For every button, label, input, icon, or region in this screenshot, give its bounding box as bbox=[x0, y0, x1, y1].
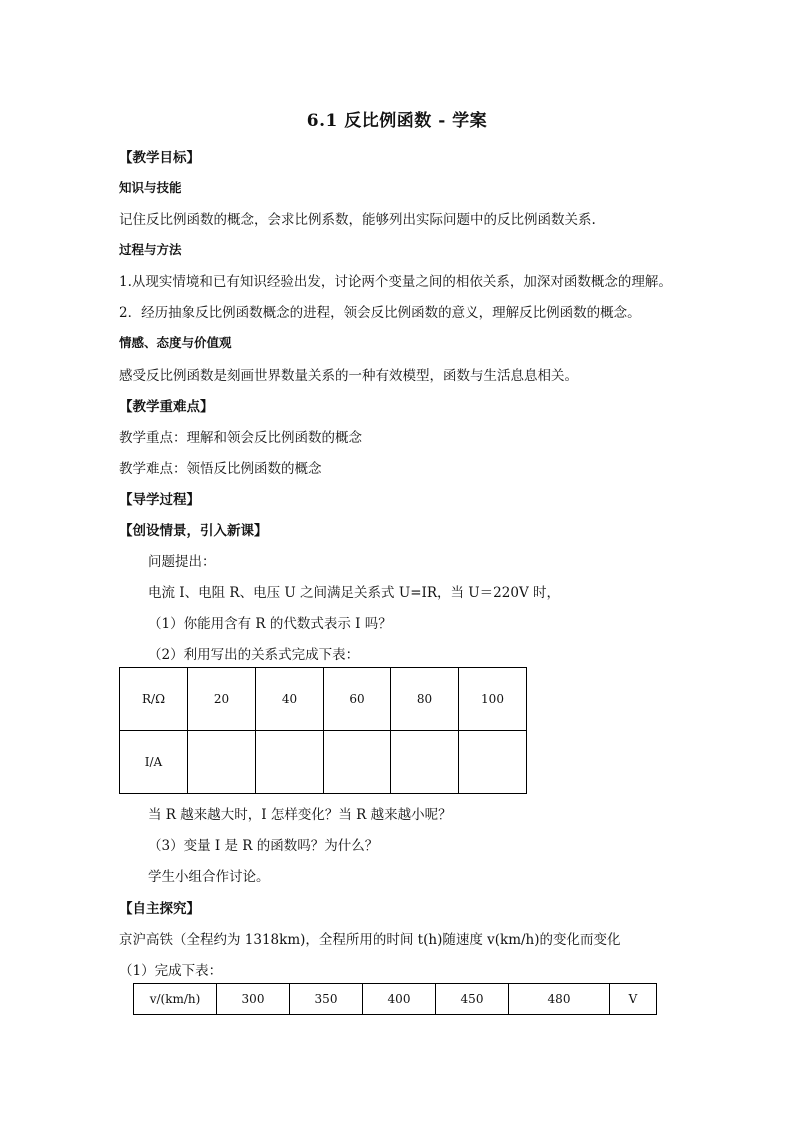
table-cell: 20 bbox=[188, 668, 256, 731]
section-heading-process: 【导学过程】 bbox=[119, 492, 200, 508]
table-cell: 400 bbox=[363, 984, 436, 1015]
table-cell bbox=[459, 731, 527, 794]
table-cell: V bbox=[610, 984, 657, 1015]
section-heading-explore: 【自主探究】 bbox=[119, 901, 200, 917]
question-trend: 当 R 越来越大时，I 怎样变化？当 R 越来越小呢？ bbox=[148, 807, 452, 823]
table-cell bbox=[256, 731, 324, 794]
table-row bbox=[120, 668, 527, 731]
section-heading-scenario: 【创设情景，引入新课】 bbox=[119, 523, 268, 539]
paragraph-key-point: 教学重点：理解和领会反比例函数的概念 bbox=[119, 430, 362, 446]
section-heading-objectives: 【教学目标】 bbox=[119, 150, 200, 166]
table-cell: 300 bbox=[217, 984, 290, 1015]
table-cell: 450 bbox=[436, 984, 509, 1015]
table-cell: v/(km/h) bbox=[134, 984, 217, 1015]
table-cell: R/Ω bbox=[120, 668, 188, 731]
table-cell: 350 bbox=[290, 984, 363, 1015]
table-row bbox=[134, 984, 657, 1015]
page-title: 6.1 反比例函数 - 学案 bbox=[306, 111, 488, 131]
table-row bbox=[120, 731, 527, 794]
paragraph-knowledge: 记住反比例函数的概念，会求比例系数，能够列出实际问题中的反比例函数关系. bbox=[119, 212, 596, 228]
table-cell: I/A bbox=[120, 731, 188, 794]
subheading-emotion: 情感、态度与价值观 bbox=[119, 335, 232, 350]
table-cell: 80 bbox=[391, 668, 459, 731]
paragraph-circuit: 电流 I、电阻 R、电压 U 之间满足关系式 U=IR，当 U＝220V 时， bbox=[148, 585, 560, 601]
table-cell bbox=[188, 731, 256, 794]
table-cell: 100 bbox=[459, 668, 527, 731]
question-2: （2）利用写出的关系式完成下表： bbox=[148, 647, 360, 663]
question-1: （1）你能用含有 R 的代数式表示 I 吗？ bbox=[148, 616, 392, 632]
section-heading-key-points: 【教学重难点】 bbox=[119, 399, 214, 415]
question-3: （3）变量 I 是 R 的函数吗？为什么？ bbox=[148, 838, 379, 854]
paragraph-process-1: 1.从现实情境和已有知识经验出发，讨论两个变量之间的相依关系，加深对函数概念的理解。 bbox=[119, 274, 672, 290]
subheading-process: 过程与方法 bbox=[119, 242, 182, 257]
table-cell: 60 bbox=[324, 668, 391, 731]
paragraph-question-intro: 问题提出： bbox=[148, 554, 216, 570]
paragraph-process-2: 2．经历抽象反比例函数概念的进程，领会反比例函数的意义，理解反比例函数的概念。 bbox=[119, 305, 641, 321]
paragraph-emotion: 感受反比例函数是刻画世界数量关系的一种有效模型，函数与生活息息相关。 bbox=[119, 368, 578, 384]
table-cell: 40 bbox=[256, 668, 324, 731]
table-cell bbox=[324, 731, 391, 794]
table-cell bbox=[391, 731, 459, 794]
paragraph-discussion: 学生小组合作讨论。 bbox=[148, 869, 270, 885]
instruction-complete-table: （1）完成下表： bbox=[119, 963, 223, 979]
speed-time-table bbox=[133, 983, 657, 1015]
paragraph-railway: 京沪高铁（全程约为 1318km)，全程所用的时间 t(h)随速度 v(km/h)的变化而变化 bbox=[119, 932, 621, 948]
resistance-current-table bbox=[119, 667, 527, 794]
paragraph-difficult-point: 教学难点：领悟反比例函数的概念 bbox=[119, 461, 322, 477]
subheading-knowledge: 知识与技能 bbox=[119, 180, 182, 195]
table-cell: 480 bbox=[509, 984, 610, 1015]
